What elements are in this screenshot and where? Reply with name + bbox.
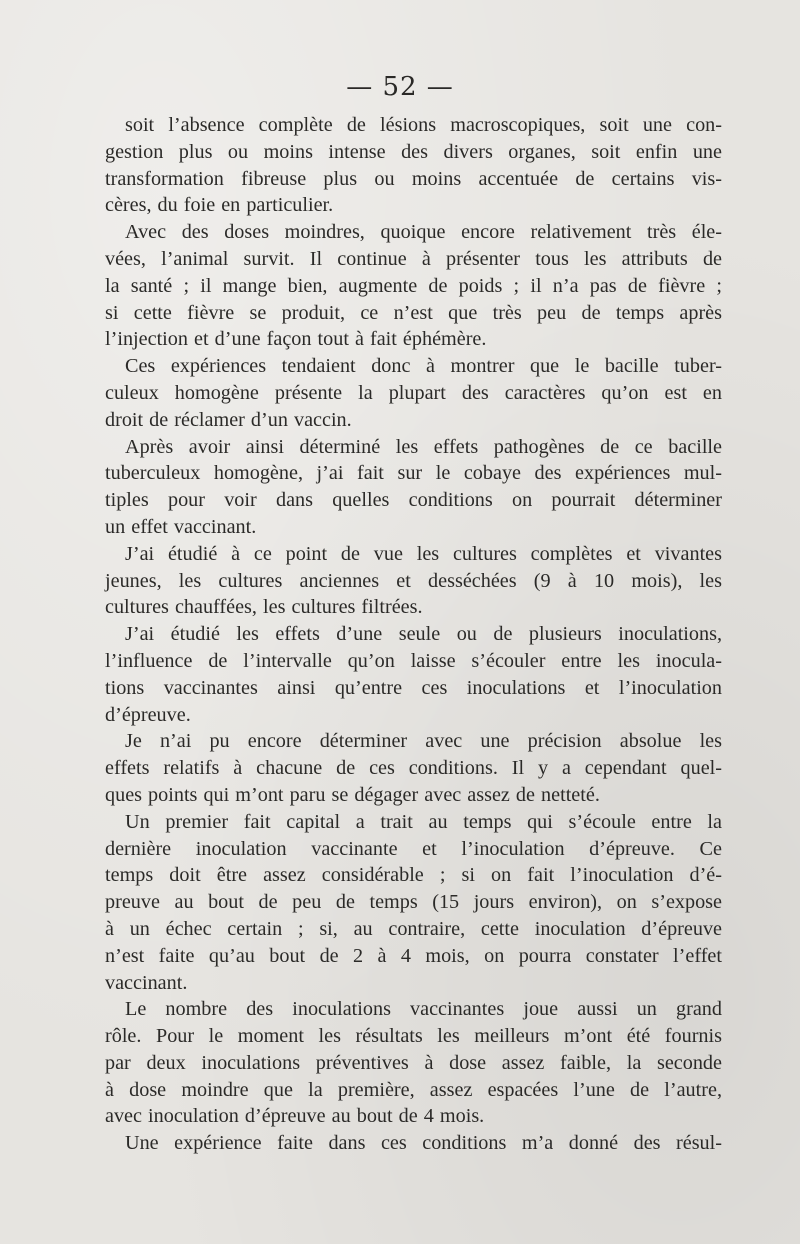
- text-line: J’ai étudié les effets d’une seule ou de plusieurs inoculations,: [125, 623, 722, 646]
- text-line: Je n’ai pu encore déterminer avec une précision absolue les: [125, 730, 722, 753]
- text-line: cultures chauffées, les cultures filtrées.: [105, 596, 423, 619]
- text-line: jeunes, les cultures anciennes et desséchées (9 à 10 mois), les: [105, 569, 722, 592]
- text-line: la santé ; il mange bien, augmente de poids ; il n’a pas de fièvre ;: [105, 274, 722, 297]
- text-line: J’ai étudié à ce point de vue les cultures complètes et vivantes: [125, 542, 722, 565]
- page-number: — 52 —: [346, 72, 454, 102]
- text-line: ques points qui m’ont paru se dégager avec assez de netteté.: [105, 783, 600, 806]
- text-line: n’est faite qu’au bout de 2 à 4 mois, on pourra constater l’effet: [105, 944, 722, 967]
- paragraph: [105, 541, 722, 621]
- text-line: preuve au bout de peu de temps (15 jours environ), on s’expose: [105, 891, 722, 914]
- text-line: Après avoir ainsi déterminé les effets pathogènes de ce bacille: [125, 435, 722, 458]
- text-line: gestion plus ou moins intense des divers organes, soit enfin une: [105, 140, 722, 163]
- text-line: droit de réclamer d’un vaccin.: [105, 408, 352, 431]
- text-line: l’injection et d’une façon tout à fait éphémère.: [105, 328, 487, 351]
- text-line: par deux inoculations préventives à dose assez faible, la seconde: [105, 1051, 722, 1074]
- text-line: Le nombre des inoculations vaccinantes joue aussi un grand: [125, 998, 722, 1021]
- text-line: tuberculeux homogène, j’ai fait sur le cobaye des expériences mul-: [105, 462, 722, 485]
- paragraph: [105, 219, 722, 353]
- text-line: d’épreuve.: [105, 703, 191, 726]
- text-line: effets relatifs à chacune de ces conditions. Il y a cependant quel-: [105, 757, 722, 780]
- paragraph: [105, 353, 722, 433]
- text-line: Une expérience faite dans ces conditions m’a donné des résul-: [125, 1132, 722, 1155]
- text-line: tiples pour voir dans quelles conditions on pourrait déterminer: [105, 489, 722, 512]
- text-line: si cette fièvre se produit, ce n’est que très peu de temps après: [105, 301, 722, 324]
- paragraph: [105, 728, 722, 808]
- text-line: soit l’absence complète de lésions macroscopiques, soit une con-: [125, 114, 722, 136]
- text-line: un effet vaccinant.: [105, 515, 257, 538]
- text-line: dernière inoculation vaccinante et l’inoculation d’épreuve. Ce: [105, 837, 722, 860]
- text-line: temps doit être assez considérable ; si on fait l’inoculation d’é-: [105, 864, 722, 887]
- text-line: cères, du foie en particulier.: [105, 194, 334, 217]
- paragraph: [105, 112, 722, 219]
- text-line: culeux homogène présente la plupart des caractères qu’on est en: [105, 381, 722, 404]
- text-line: tions vaccinantes ainsi qu’entre ces inoculations et l’inoculation: [105, 676, 722, 699]
- text-line: à dose moindre que la première, assez espacées l’une de l’autre,: [105, 1078, 722, 1101]
- paragraph: [105, 809, 722, 997]
- text-line: rôle. Pour le moment les résultats les meilleurs m’ont été fournis: [105, 1025, 722, 1048]
- text-line: vées, l’animal survit. Il continue à présenter tous les attributs de: [105, 247, 722, 270]
- paragraph: [105, 621, 722, 728]
- text-line: vaccinant.: [105, 971, 188, 994]
- text-line: l’influence de l’intervalle qu’on laisse s’écouler entre les inocula-: [105, 649, 722, 672]
- text-line: Un premier fait capital a trait au temps qui s’écoule entre la: [125, 810, 722, 833]
- text-line: transformation fibreuse plus ou moins accentuée de certains vis-: [105, 167, 722, 190]
- paragraph: [105, 996, 722, 1130]
- text-line: Ces expériences tendaient donc à montrer que le bacille tuber-: [125, 355, 722, 378]
- text-line: à un échec certain ; si, au contraire, cette inoculation d’épreuve: [105, 917, 722, 940]
- paragraph: [105, 434, 722, 541]
- text-line: avec inoculation d’épreuve au bout de 4 mois.: [105, 1105, 485, 1128]
- body-text: [105, 112, 722, 1157]
- paragraph: [105, 1130, 722, 1157]
- text-line: Avec des doses moindres, quoique encore relativement très éle-: [125, 221, 722, 244]
